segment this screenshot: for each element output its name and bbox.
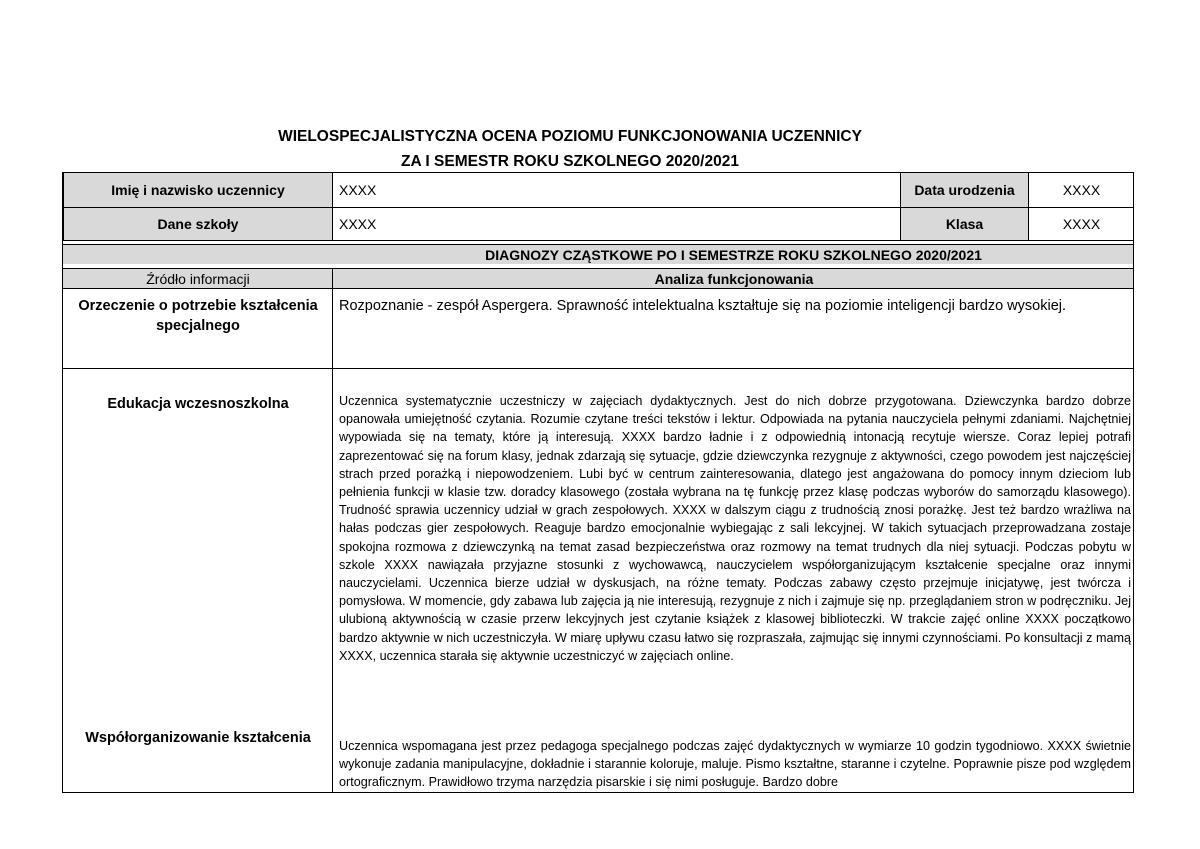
birth-date-label: Data urodzenia xyxy=(900,172,1029,208)
row-analysis-edukacja: Uczennica systematycznie uczestniczy w zajęciach dydaktycznych. Jest do nich dobrze przygotowana. Dziewczynka bardzo dobrze opanowała umiejętność czytania. Rozumie czytane treści tekstów i lektur. Odpowiada na pytania nauczyciela pełnymi zdaniami. Najchętniej wypowiada się na tematy, które ją interesują. XXXX bardzo ładnie i z odpowiednią intonacją recytuje wiersze. Coraz lepiej potrafi zaprezentować się na forum klasy, jednak zdarzają się sytuacje, gdzie dziewczynka rezygnuje z aktywności, czego powodem jest najczęściej strach przed porażką i niepowodzeniem. Lubi być w centrum zainteresowania, dlatego jest angażowana do pomocy innym dzieciom lub pełnienia funkcji w klasie tzw. doradcy klasowego (została wybrana na tę funkcję przez klasę podczas wyborów do samorządu klasowego). Trudność sprawia uczennicy udział w grach zespołowych. XXXX w dalszym ciągu z trudnością znosi porażkę. Jest też bardzo wrażliwa na hałas podczas gier zespołowych. Reaguje bardzo emocjonalnie wybiegając z sali lekcyjnej. W takich sytuacjach przeprowadzana zostaje spokojna rozmowa z dziewczynką na temat zasad bezpieczeństwa oraz rozmowy na temat trudnych dla niej sytuacji. Podczas pobytu w szkole XXXX nawiązała przyjazne stosunki z wychowawcą, nauczycielem współorganizującym kształcenie specjalne oraz innymi nauczycielami. Uczennica bierze udział w dyskusjach, na różne tematy. Podczas zabawy często przejmuje inicjatywę, jest twórcza i pomysłowa. W momencie, gdy zabawa lub zajęcia ją nie interesują, rezygnuje z nich i zajmuje się np. przeglądaniem stron w podręczniku. Jej ulubioną aktywnością w czasie przerw lekcyjnych jest czytanie książek z klasowej biblioteczki. W trakcie zajęć online XXXX początkowo bardzo aktywnie w nich uczestniczyła. W miarę upływu czasu łatwo się rozpraszała, zajmując się innymi czynnościami. Po konsultacji z mamą XXXX, uczennica starała się aktywnie uczestniczyć w zajęciach online. xyxy=(339,394,1131,663)
school-value: XXXX xyxy=(332,207,901,241)
row-separator xyxy=(63,368,1133,369)
document-title-line1: WIELOSPECJALISTYCZNA OCENA POZIOMU FUNKCJONOWANIA UCZENNICY xyxy=(278,128,862,145)
section-heading-bar xyxy=(63,244,1134,264)
column-source-header: Źródło informacji xyxy=(63,268,333,289)
school-label: Dane szkoły xyxy=(63,207,333,241)
column-divider xyxy=(332,288,333,793)
row-source-orzeczenie: Orzeczenie o potrzebie kształcenia specjalnego xyxy=(78,298,318,334)
birth-date-value: XXXX xyxy=(1028,172,1134,208)
document-title-line2: ZA I SEMESTR ROKU SZKOLNEGO 2020/2021 xyxy=(401,153,739,170)
section-heading: DIAGNOZY CZĄSTKOWE PO I SEMESTRZE ROKU SZKOLNEGO 2020/2021 xyxy=(485,247,982,263)
assessment-table xyxy=(62,172,1134,793)
name-value: XXXX xyxy=(332,172,901,208)
class-value: XXXX xyxy=(1028,207,1134,241)
row-source-wspolorganizowanie: Współorganizowanie kształcenia xyxy=(85,730,311,746)
name-label: Imię i nazwisko uczennicy xyxy=(63,172,333,208)
row-analysis-wspolorganizowanie: Uczennica wspomagana jest przez pedagoga specjalnego podczas zajęć dydaktycznych w wymiarze 10 godzin tygodniowo. XXXX świetnie wykonuje zadania manipulacyjne, dokładnie i starannie koloruje, maluje. Pismo kształtne, staranne i czytelne. Poprawnie pisze pod względem ortograficznym. Prawidłowo trzyma narzędzia pisarskie i się nimi posługuje. Bardzo dobre xyxy=(339,739,1131,790)
row-analysis-orzeczenie: Rozpoznanie - zespół Aspergera. Sprawność intelektualna kształtuje się na poziomie inteligencji bardzo wysokiej. xyxy=(339,298,1067,314)
row-source-edukacja: Edukacja wczesnoszkolna xyxy=(107,396,289,412)
class-label: Klasa xyxy=(900,207,1029,241)
column-analysis-header: Analiza funkcjonowania xyxy=(332,268,1134,289)
